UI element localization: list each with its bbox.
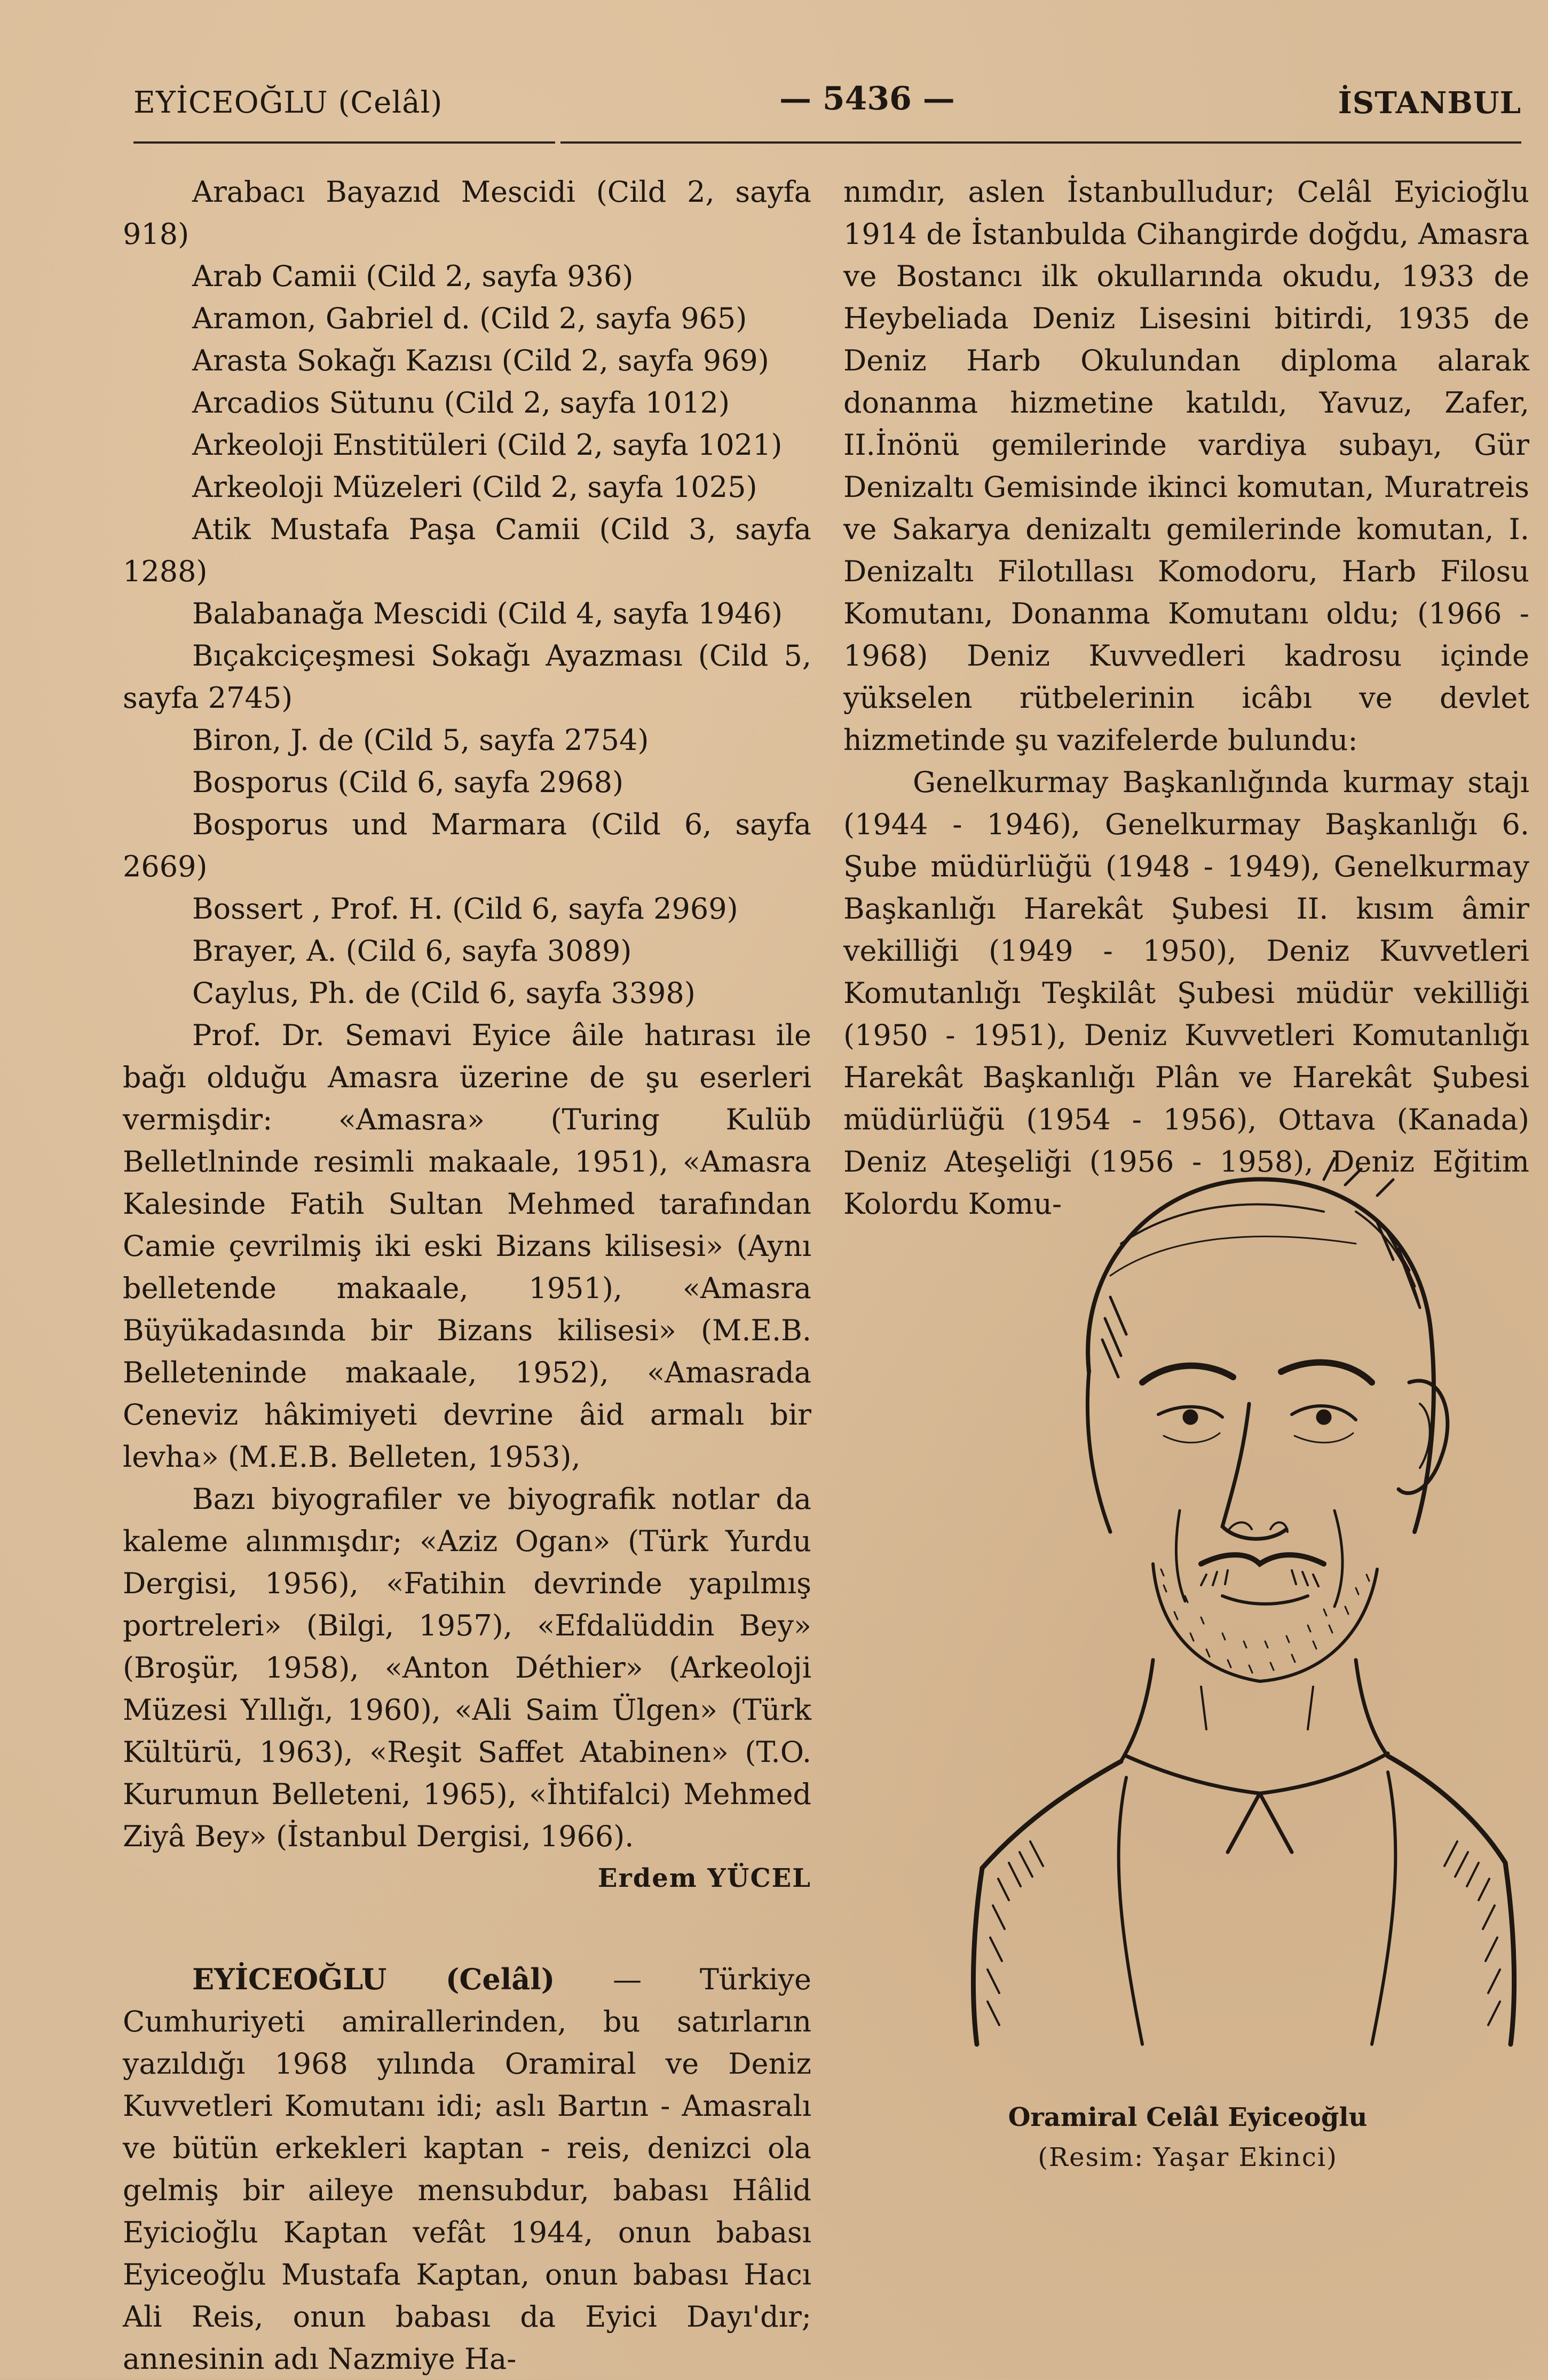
reference-item: Bossert , Prof. H. (Cild 6, sayfa 2969) <box>192 892 738 926</box>
reference-item: Arasta Sokağı Kazısı (Cild 2, sayfa 969) <box>192 344 769 377</box>
reference-item: Atik Mustafa Paşa Camii (Cild 3, sayfa 1288) <box>123 512 811 588</box>
entry-body: — Türkiye Cumhuriyeti amirallerinden, bu satırların yazıldığı 1968 yılında Oramiral ve Deniz Kuvvetleri Komutanı idi; aslı Bartın - Amasralı ve bütün erkekleri kaptan - reis, denizci ola gelmiş bir aileye mensubdur, babası Hâlid Eyicioğlu Kaptan vefât 1944, onun babası Eyiceoğlu Mustafa Kaptan, onun babası Hacı Ali Reis, onun babası da Eyici Dayı'dır; annesinin adı Nazmiye Ha- <box>123 1963 811 2376</box>
running-head-right: İSTANBUL <box>1338 85 1521 121</box>
header-rule-left <box>133 141 555 144</box>
portrait-drawing <box>950 1105 1527 2055</box>
author-signature: Erdem YÜCEL <box>597 1863 811 1893</box>
reference-item: Brayer, A. (Cild 6, sayfa 3089) <box>192 934 632 968</box>
caption-title: Oramiral Celâl Eyiceoğlu <box>1008 2102 1368 2132</box>
reference-list <box>123 171 811 1014</box>
reference-item: Bosporus (Cild 6, sayfa 2968) <box>192 765 624 799</box>
reference-item: Balabanağa Mescidi (Cild 4, sayfa 1946) <box>192 597 783 630</box>
biographies-paragraph: Bazı biyografiler ve biyografik notlar da kaleme alınmışdır; «Aziz Ogan» (Türk Yurdu Dergisi, 1956), «Fatihin devrinde yapılmış portreleri» (Bilgi, 1957), «Efdalüddin Bey» (Broşür, 1958), «Anton Déthier» (Arkeoloji Müzesi Yıllığı, 1960), «Ali Saim Ülgen» (Türk Kültürü, 1963), «Reşit Saffet Atabinen» (T.O. Kurumun Belleteni, 1965), «İhtifalci) Mehmed Ziyâ Bey» (İstanbul Dergisi, 1966). <box>123 1482 811 1853</box>
reference-item: Caylus, Ph. de (Cild 6, sayfa 3398) <box>192 976 696 1010</box>
reference-item: Arabacı Bayazıd Mescidi (Cild 2, sayfa 918) <box>123 175 811 251</box>
reference-item: Arab Camii (Cild 2, sayfa 936) <box>192 259 634 293</box>
career-paragraph: Genelkurmay Başkanlığında kurmay stajı (1944 - 1946), Genelkurmay Başkanlığı 6. Şube müdürlüğü (1948 - 1949), Genelkurmay Başkanlığı Harekât Şubesi II. kısım âmir vekilliği (1949 - 1950), Deniz Kuvvetleri Komutanlığı Teşkilât Şubesi müdür vekilliği (1950 - 1951), Deniz Kuvvetleri Komutanlığı Harekât Başkanlığı Plân ve Harekât Şubesi müdürlüğü (1954 - 1956), Ottava (Kanada) Deniz Ateşeliği (1956 - 1958), Deniz Eğitim Kolordu Komu- <box>843 765 1529 1221</box>
header-rule-right <box>560 141 1521 144</box>
page-number: — 5436 — <box>779 80 955 117</box>
entry-headword: EYİCEOĞLU (Celâl) <box>192 1962 555 1996</box>
right-column <box>843 171 1529 1225</box>
reference-item: Arcadios Sütunu (Cild 2, sayfa 1012) <box>192 386 730 420</box>
reference-item: Arkeoloji Müzeleri (Cild 2, sayfa 1025) <box>192 470 757 504</box>
running-head-left: EYİCEOĞLU (Celâl) <box>133 85 443 120</box>
left-column <box>123 171 811 2380</box>
page-header <box>133 80 1521 128</box>
reference-item: Aramon, Gabriel d. (Cild 2, sayfa 965) <box>192 302 747 335</box>
new-entry-paragraph <box>123 1958 811 2380</box>
biography-continued: nımdır, aslen İstanbulludur; Celâl Eyicioğlu 1914 de İstanbulda Cihangirde doğdu, Amasra ve Bostancı ilk okullarında okudu, 1933 de Heybeliada Deniz Lisesini bitirdi, 1935 de Deniz Harb Okulundan diploma alarak donanma hizmetine katıldı, Yavuz, Zafer, II.İnönü gemilerinde vardiya subayı, Gür Denizaltı Gemisinde ikinci komutan, Muratreis ve Sakarya denizaltı gemilerinde komutan, I. Denizaltı Filotıllası Komodoru, Harb Filosu Komutanı, Donanma Komutanı oldu; (1966 - 1968) Deniz Kuvvedleri kadrosu içinde yükselen rütbelerinin icâbı ve devlet hizmetinde şu vazifelerde bulundu: <box>843 175 1529 757</box>
reference-item: Bosporus und Marmara (Cild 6, sayfa 2669) <box>123 808 811 883</box>
reference-item: Arkeoloji Enstitüleri (Cild 2, sayfa 1021) <box>192 428 783 462</box>
caption-credit: (Resim: Yaşar Ekinci) <box>1038 2142 1338 2172</box>
reference-item: Biron, J. de (Cild 5, sayfa 2754) <box>192 723 649 757</box>
figure-caption <box>865 2098 1511 2178</box>
works-paragraph: Prof. Dr. Semavi Eyice âile hatırası ile bağı olduğu Amasra üzerine de şu eserleri vermişdir: «Amasra» (Turing Kulüb Belletlninde resimli makaale, 1951), «Amasra Kalesinde Fatih Sultan Mehmed tarafından Camie çevrilmiş iki eski Bizans kilisesi» (Aynı belletende makaale, 1951), «Amasra Büyükadasında bir Bizans kilisesi» (M.E.B. Belleteninde makaale, 1952), «Amasrada Ceneviz hâkimiyeti devrine âid armalı bir levha» (M.E.B. Belleten, 1953), <box>123 1018 811 1474</box>
reference-item: Bıçakciçeşmesi Sokağı Ayazması (Cild 5, sayfa 2745) <box>123 639 811 715</box>
